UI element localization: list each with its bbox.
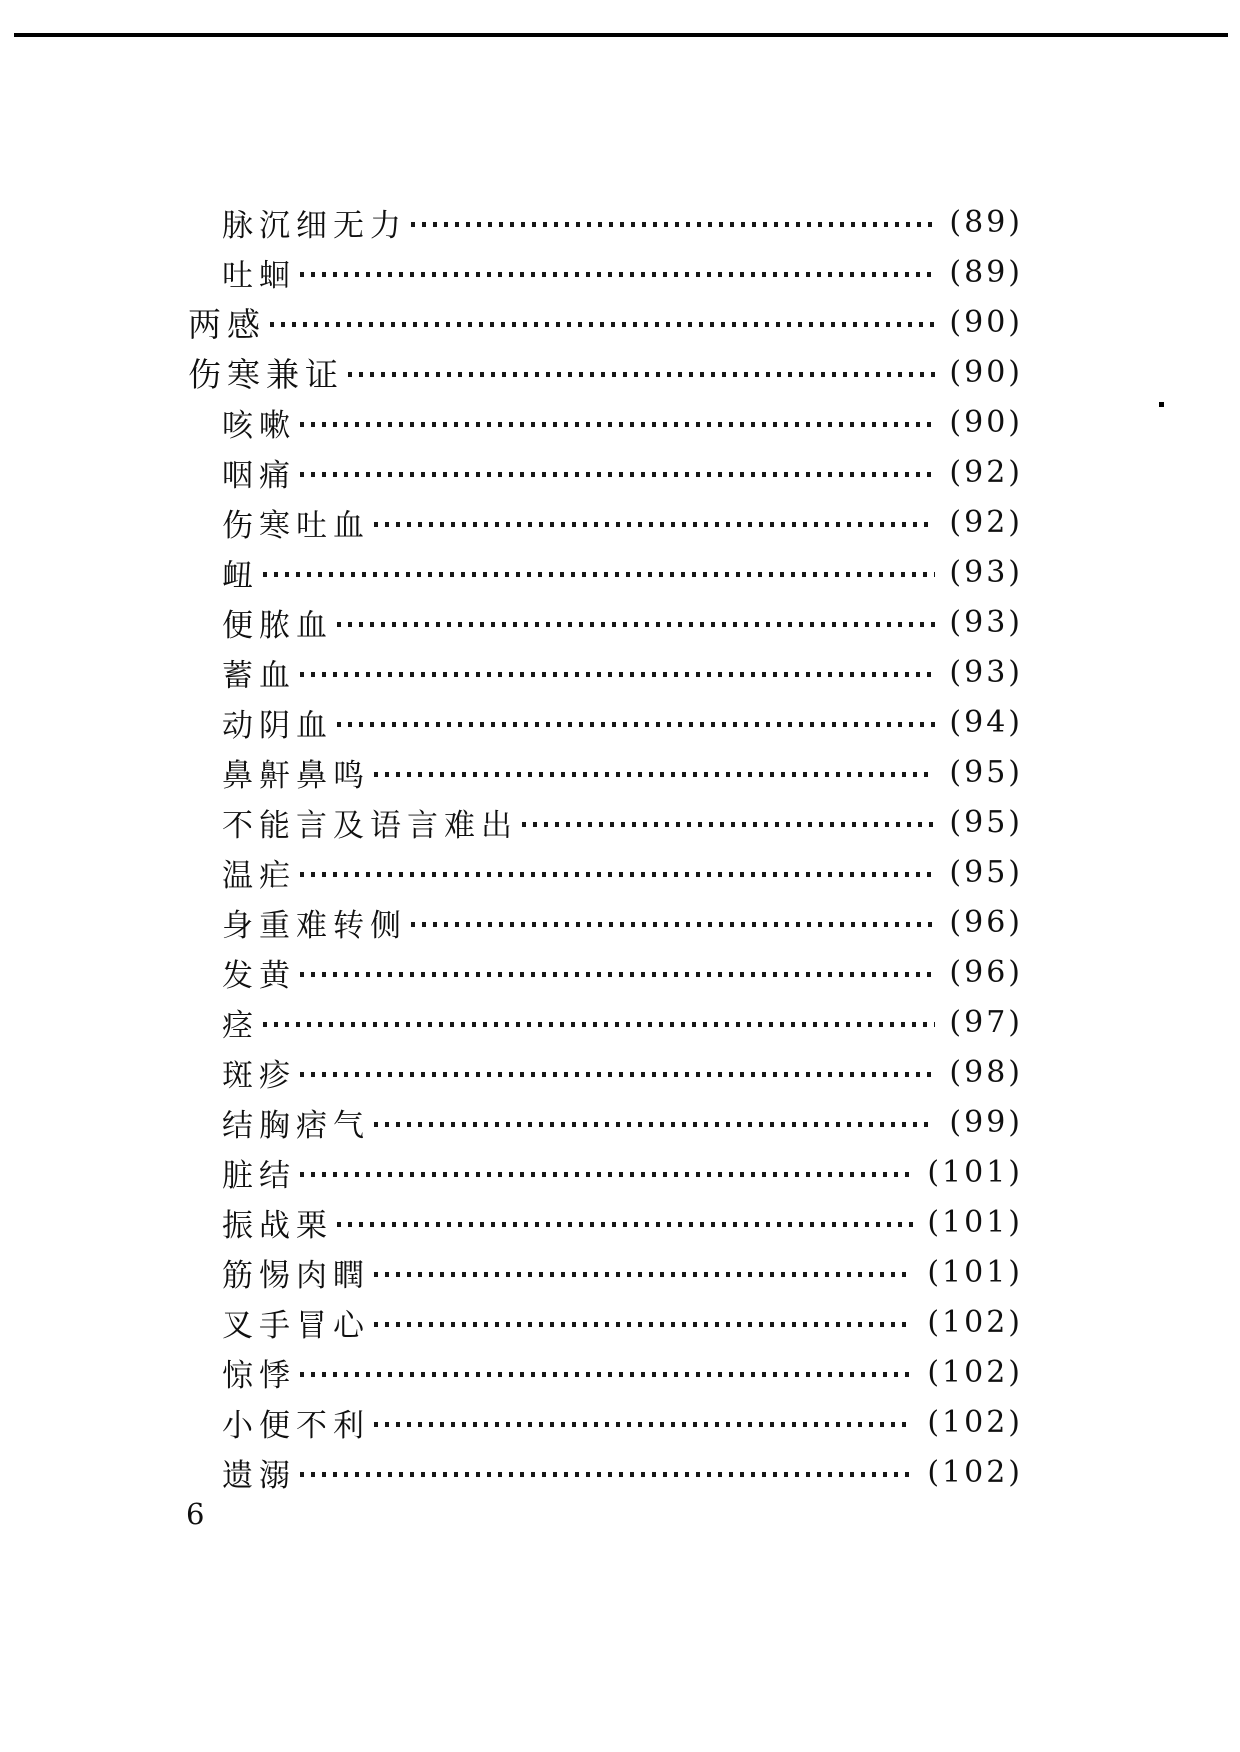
toc-entry (0, 1197, 1240, 1247)
entry-page-number: (89) (949, 254, 1023, 290)
entry-page-number: (92) (949, 504, 1023, 540)
dot-leader (374, 1122, 935, 1127)
entry-title: 惊悸 (222, 1357, 296, 1393)
toc-entry (0, 197, 1240, 247)
toc-entry (0, 497, 1240, 547)
dot-leader (300, 422, 935, 427)
entry-title: 结胸痞气 (222, 1107, 370, 1143)
entry-title: 发黄 (222, 957, 296, 993)
toc-entry (0, 1147, 1240, 1197)
toc-entry (0, 297, 1240, 347)
dot-leader (337, 622, 935, 627)
entry-title: 衄 (222, 557, 259, 593)
toc-entry (0, 897, 1240, 947)
toc-entry (0, 847, 1240, 897)
entry-page-number: (90) (949, 404, 1023, 440)
entry-title: 鼻鼾鼻鸣 (222, 757, 370, 793)
entry-title: 吐蛔 (222, 257, 296, 293)
dot-leader (374, 772, 935, 777)
toc-entry (0, 697, 1240, 747)
dot-leader (337, 722, 935, 727)
entry-page-number: (94) (949, 704, 1023, 740)
entry-page-number: (95) (949, 854, 1023, 890)
entry-page-number: (102) (927, 1404, 1023, 1440)
entry-title: 便脓血 (222, 607, 333, 643)
dot-leader (300, 1172, 913, 1177)
dot-leader (270, 322, 935, 327)
entry-title: 脉沉细无力 (222, 207, 407, 243)
dot-leader (337, 1222, 913, 1227)
entry-title: 振战栗 (222, 1207, 333, 1243)
entry-page-number: (95) (949, 754, 1023, 790)
entry-page-number: (93) (949, 654, 1023, 690)
entry-page-number: (101) (927, 1154, 1023, 1190)
entry-page-number: (98) (949, 1054, 1023, 1090)
dot-leader (374, 1422, 913, 1427)
entry-title: 两感 (188, 307, 266, 344)
dot-leader (300, 472, 935, 477)
entry-page-number: (102) (927, 1354, 1023, 1390)
dot-leader (300, 1072, 935, 1077)
toc-list (0, 197, 1240, 1497)
toc-entry (0, 1347, 1240, 1397)
toc-entry (0, 247, 1240, 297)
dot-leader (348, 372, 935, 377)
header-rule (14, 33, 1228, 37)
dot-leader (300, 1472, 913, 1477)
entry-page-number: (101) (927, 1254, 1023, 1290)
entry-page-number: (96) (949, 904, 1023, 940)
entry-title: 温疟 (222, 857, 296, 893)
entry-title: 痉 (222, 1007, 259, 1043)
dot-leader (411, 222, 935, 227)
entry-title: 筋惕肉瞤 (222, 1257, 370, 1293)
dot-leader (300, 272, 935, 277)
dot-leader (411, 922, 935, 927)
dot-leader (300, 872, 935, 877)
entry-title: 伤寒兼证 (188, 357, 344, 394)
entry-title: 遗溺 (222, 1457, 296, 1493)
entry-page-number: (90) (949, 354, 1023, 390)
dot-leader (522, 822, 935, 827)
entry-title: 叉手冒心 (222, 1307, 370, 1343)
entry-title: 斑疹 (222, 1057, 296, 1093)
dot-leader (263, 1022, 935, 1027)
toc-entry (0, 547, 1240, 597)
entry-title: 动阴血 (222, 707, 333, 743)
entry-page-number: (93) (949, 604, 1023, 640)
entry-title: 咽痛 (222, 457, 296, 493)
entry-title: 蓄血 (222, 657, 296, 693)
toc-entry (0, 1297, 1240, 1347)
entry-page-number: (89) (949, 204, 1023, 240)
entry-title: 身重难转侧 (222, 907, 407, 943)
dot-leader (300, 972, 935, 977)
toc-entry (0, 1047, 1240, 1097)
dot-leader (374, 1272, 913, 1277)
dot-leader (374, 522, 935, 527)
entry-page-number: (102) (927, 1304, 1023, 1340)
entry-page-number: (102) (927, 1454, 1023, 1490)
toc-entry (0, 997, 1240, 1047)
toc-entry (0, 397, 1240, 447)
entry-page-number: (92) (949, 454, 1023, 490)
entry-page-number: (93) (949, 554, 1023, 590)
dot-leader (300, 1372, 913, 1377)
entry-title: 小便不利 (222, 1407, 370, 1443)
toc-entry (0, 597, 1240, 647)
folio-page-number: 6 (186, 1497, 205, 1531)
entry-page-number: (99) (949, 1104, 1023, 1140)
toc-entry (0, 1447, 1240, 1497)
toc-entry (0, 1097, 1240, 1147)
entry-title: 不能言及语言难出 (222, 807, 518, 843)
dot-leader (300, 672, 935, 677)
entry-title: 咳嗽 (222, 407, 296, 443)
entry-title: 脏结 (222, 1157, 296, 1193)
toc-entry (0, 1397, 1240, 1447)
entry-page-number: (101) (927, 1204, 1023, 1240)
toc-entry (0, 647, 1240, 697)
entry-page-number: (95) (949, 804, 1023, 840)
dot-leader (374, 1322, 913, 1327)
toc-entry (0, 747, 1240, 797)
dot-leader (263, 572, 935, 577)
toc-entry (0, 347, 1240, 397)
entry-page-number: (96) (949, 954, 1023, 990)
toc-entry (0, 1247, 1240, 1297)
toc-entry (0, 947, 1240, 997)
entry-page-number: (97) (949, 1004, 1023, 1040)
toc-entry (0, 447, 1240, 497)
toc-entry (0, 797, 1240, 847)
entry-title: 伤寒吐血 (222, 507, 370, 543)
entry-page-number: (90) (949, 304, 1023, 340)
